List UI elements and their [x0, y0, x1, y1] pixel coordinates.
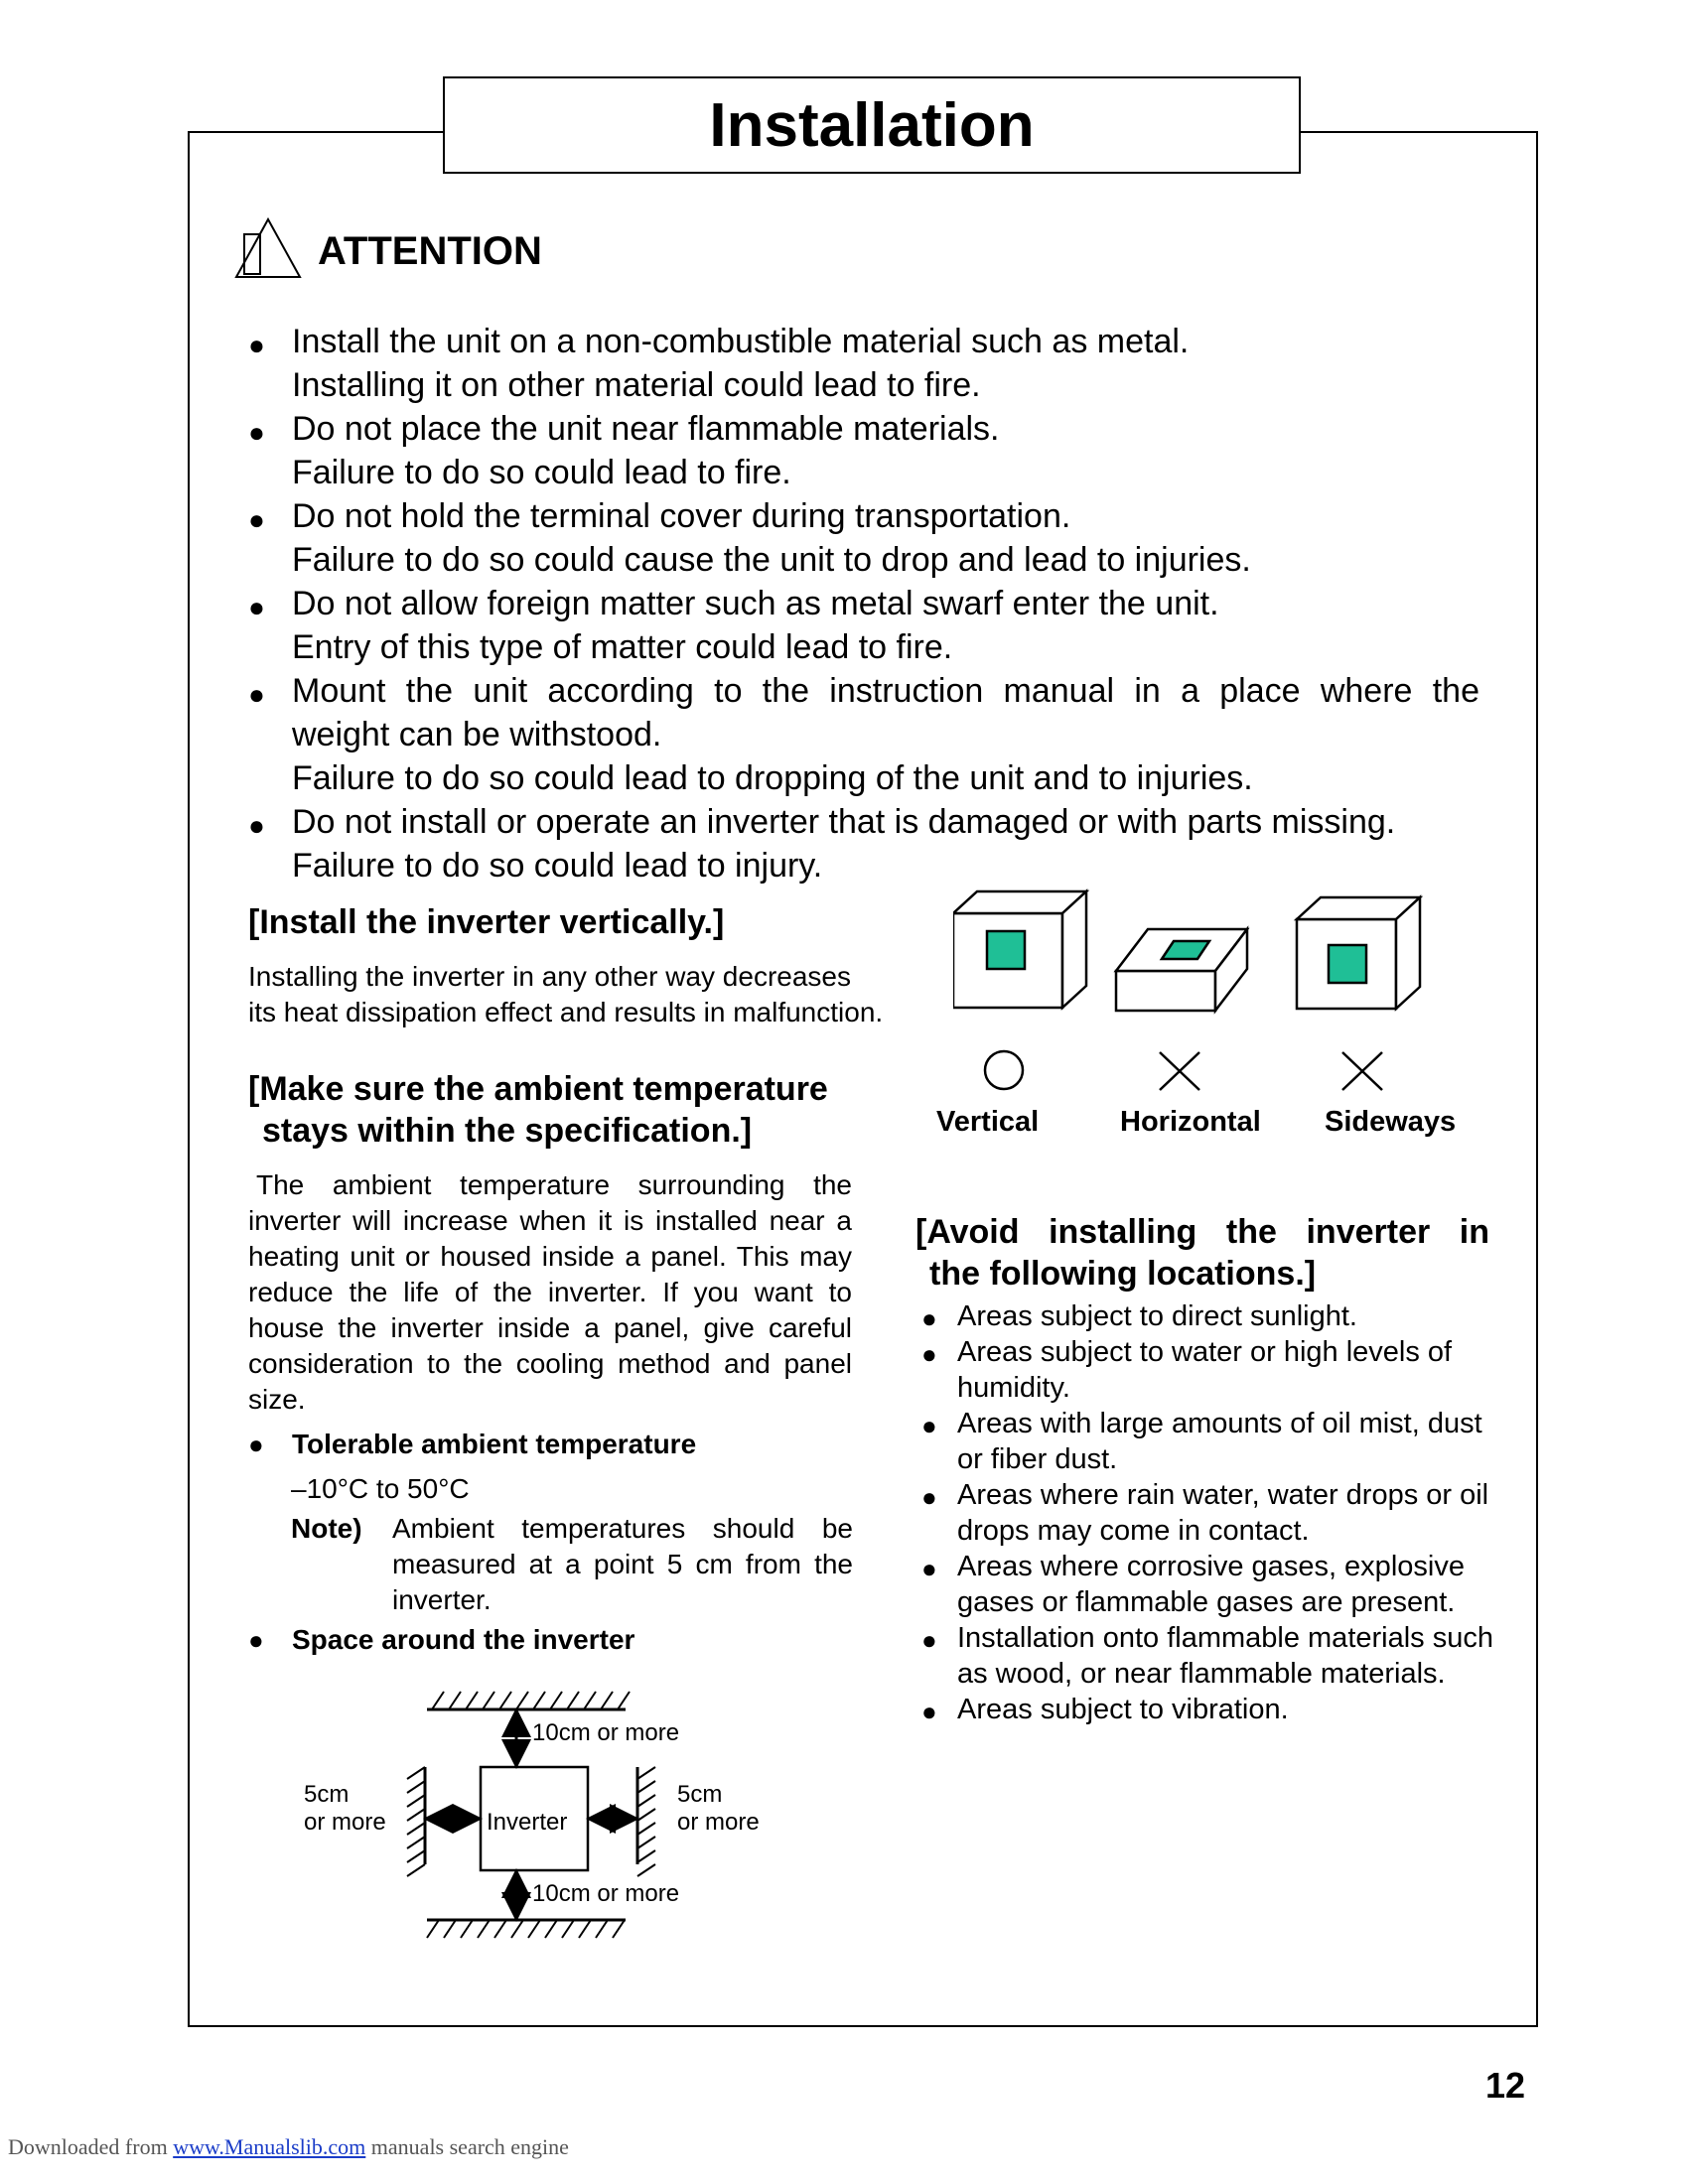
list-item: ● Areas subject to vibration.	[921, 1692, 1497, 1727]
warning-text: ● Do not allow foreign matter such as metal swarf enter the unit.	[292, 585, 1219, 622]
warning-consequence: Entry of this type of matter could lead to fire.	[292, 628, 953, 666]
warning-text: ● Do not install or operate an inverter that is damaged or with parts missing.	[292, 803, 1396, 841]
tolerable-temp-label: ● Tolerable ambient temperature	[248, 1427, 696, 1462]
left-clearance-label	[304, 1781, 386, 1837]
note-label: Note)	[291, 1513, 362, 1544]
note-text: Ambient temperatures should be measured at a point 5 cm from the inverter.	[392, 1513, 853, 1615]
vertical-body	[248, 959, 883, 1030]
warning-text: ● Install the unit on a non-combustible material such as metal.	[292, 323, 1190, 360]
inverter-label: Inverter	[487, 1809, 568, 1836]
temperature-note	[291, 1511, 853, 1618]
list-item	[248, 582, 1479, 669]
list-item	[248, 320, 1479, 407]
top-clearance-label: 10cm or more	[532, 1719, 680, 1746]
wrong-cross-icon	[1342, 1052, 1382, 1090]
left-clearance-line: 5cm	[304, 1781, 350, 1808]
warning-consequence: Installing it on other material could lead to fire.	[292, 366, 981, 404]
temperature-heading	[248, 1068, 828, 1152]
space-label: ● Space around the inverter	[248, 1622, 634, 1658]
warning-text: ● Do not place the unit near flammable materials.	[292, 410, 1000, 448]
title-box	[443, 76, 1301, 174]
tolerable-temp-range: –10°C to 50°C	[291, 1473, 470, 1504]
warning-text: ● Mount the unit according to the instruction manual in a place where the	[292, 672, 1479, 710]
temperature-body: The ambient temperature surrounding the inverter will increase when it is installed near a heating unit or housed inside a panel. This may reduce the life of the inverter. If you want to house the inverter inside a panel, give careful consideration to the cooling method and panel size.	[248, 1169, 852, 1415]
list-item	[248, 494, 1479, 582]
bottom-clearance-label: 10cm or more	[532, 1880, 680, 1907]
wrong-cross-icon	[1160, 1052, 1199, 1090]
temperature-heading-line: stays within the specification.]	[262, 1112, 753, 1150]
page-title: Installation	[709, 90, 1035, 160]
list-item: ● Areas subject to direct sunlight.	[921, 1298, 1497, 1334]
footer-link[interactable]: www.Manualslib.com	[173, 2134, 366, 2159]
left-clearance-line: or more	[304, 1809, 386, 1836]
label-sideways: Sideways	[1325, 1106, 1457, 1138]
warning-text-cont: weight can be withstood.	[292, 716, 662, 753]
footer-suffix: manuals search engine	[365, 2134, 569, 2159]
footer	[8, 2134, 569, 2160]
correct-circle-icon	[985, 1051, 1023, 1089]
warning-consequence: Failure to do so could lead to injury.	[292, 847, 823, 885]
list-item: ● Areas subject to water or high levels of humidity.	[921, 1334, 1497, 1406]
sideways-box-icon	[1297, 897, 1420, 1009]
attention-label: ATTENTION	[318, 228, 542, 273]
orientation-figure	[953, 884, 1489, 1112]
warning-consequence: Failure to do so could cause the unit to drop and lead to injuries.	[292, 541, 1251, 579]
page-number: 12	[1485, 2065, 1526, 2106]
list-item: ● Areas where corrosive gases, explosive gases or flammable gases are present.	[921, 1549, 1497, 1620]
bottom-wall-hatch	[427, 1920, 625, 1938]
horizontal-box-icon	[1116, 929, 1247, 1011]
label-horizontal: Horizontal	[1120, 1106, 1261, 1138]
warning-text: ● Do not hold the terminal cover during transportation.	[292, 497, 1071, 535]
left-wall-hatch	[407, 1767, 425, 1876]
avoid-list	[921, 1298, 1497, 1727]
avoid-heading	[915, 1211, 1489, 1295]
list-item: ● Areas where rain water, water drops or oil drops may come in contact.	[921, 1477, 1497, 1549]
top-wall-hatch	[432, 1692, 630, 1709]
warning-list	[248, 320, 1479, 887]
vertical-heading: [Install the inverter vertically.]	[248, 903, 725, 941]
list-item: ● Installation onto flammable materials such as wood, or near flammable materials.	[921, 1620, 1497, 1692]
footer-prefix: Downloaded from	[8, 2134, 174, 2159]
list-item	[248, 407, 1479, 494]
temperature-heading-line: [Make sure the ambient temperature	[248, 1070, 828, 1108]
attention-header	[234, 216, 542, 280]
avoid-heading-line: [Avoid installing the inverter in	[915, 1213, 1489, 1251]
label-vertical: Vertical	[936, 1106, 1040, 1138]
vertical-body-line: Installing the inverter in any other way decreases	[248, 961, 851, 992]
warning-triangle-icon	[234, 216, 302, 280]
right-clearance-line: or more	[677, 1809, 760, 1836]
list-item	[248, 800, 1479, 887]
right-wall-hatch	[637, 1767, 655, 1876]
list-item	[248, 669, 1479, 800]
avoid-heading-line: the following locations.]	[929, 1255, 1317, 1293]
right-clearance-label	[677, 1781, 760, 1837]
vertical-box-icon	[953, 891, 1086, 1008]
list-item: ● Areas with large amounts of oil mist, dust or fiber dust.	[921, 1406, 1497, 1477]
vertical-body-line: its heat dissipation effect and results in malfunction.	[248, 997, 884, 1027]
warning-consequence: Failure to do so could lead to fire.	[292, 454, 791, 491]
right-clearance-line: 5cm	[677, 1781, 723, 1808]
warning-consequence: Failure to do so could lead to dropping of the unit and to injuries.	[292, 759, 1253, 797]
